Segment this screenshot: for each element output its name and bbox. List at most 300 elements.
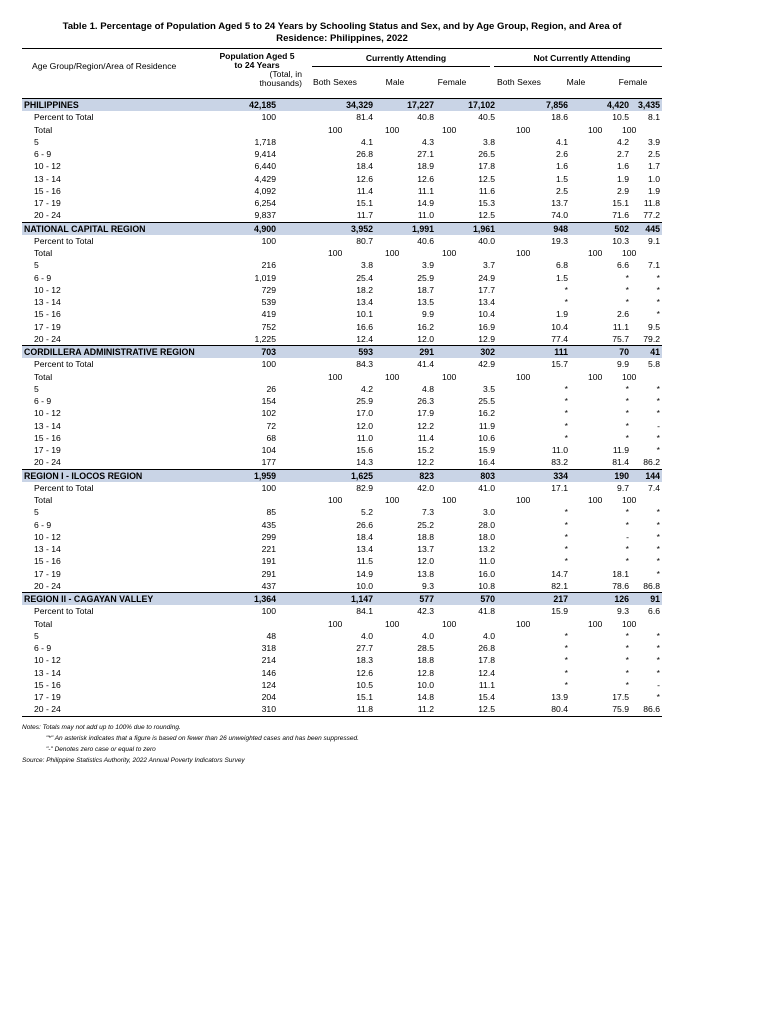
- percent-value: 40.8: [417, 112, 434, 123]
- age-value: 191: [261, 556, 276, 567]
- age-value: 124: [261, 679, 276, 690]
- age-value: 2.6: [617, 309, 629, 320]
- percent-value: 84.1: [356, 606, 373, 617]
- total-value: 100: [328, 371, 343, 382]
- age-row: [22, 259, 662, 271]
- total-value: 100: [622, 495, 637, 505]
- header-currently-rule: [312, 66, 490, 67]
- percent-label: Percent to Total: [34, 482, 94, 493]
- age-group-label: 10 - 12: [34, 655, 61, 666]
- header-currently-attending: Currently Attending: [365, 53, 447, 63]
- age-value: 15.6: [356, 445, 373, 455]
- age-value: 10.4: [551, 321, 568, 332]
- age-value: 419: [261, 309, 276, 320]
- age-value: 12.5: [478, 173, 495, 184]
- header-population-line-2: to 24 Years: [234, 60, 280, 70]
- age-value: 13.2: [478, 544, 495, 554]
- age-value: 3.0: [483, 507, 495, 518]
- percent-value: 10.3: [612, 235, 629, 246]
- age-value: 86.8: [643, 580, 660, 591]
- percent-value: 10.5: [612, 112, 629, 123]
- age-group-label: 15 - 16: [34, 185, 61, 196]
- age-value: 3.9: [422, 260, 434, 271]
- age-value: 102: [261, 408, 276, 419]
- percent-label: Percent to Total: [34, 359, 94, 370]
- percent-value: 18.6: [551, 112, 568, 123]
- age-value: *: [656, 445, 660, 455]
- age-value: *: [564, 507, 568, 518]
- age-value: *: [656, 507, 660, 518]
- age-value: *: [625, 284, 629, 295]
- age-value: 12.6: [356, 173, 373, 184]
- age-value: *: [564, 667, 568, 678]
- age-value: 9,414: [254, 149, 276, 159]
- age-value: 16.0: [478, 568, 495, 579]
- region-value: 190: [614, 470, 629, 481]
- age-value: 27.1: [417, 149, 434, 159]
- age-group-label: 13 - 14: [34, 544, 61, 554]
- region-value: 70: [619, 347, 629, 357]
- age-value: 16.9: [478, 321, 495, 332]
- age-value: 4.8: [422, 383, 434, 394]
- age-value: 1,225: [254, 333, 276, 344]
- total-value: 100: [328, 495, 343, 505]
- header-age-group: Age Group/Region/Area of Residence: [32, 61, 177, 71]
- percent-row: [22, 111, 662, 123]
- age-value: 78.6: [612, 580, 629, 591]
- total-value: 100: [588, 495, 603, 505]
- age-value: 83.2: [551, 457, 568, 468]
- age-value: *: [564, 396, 568, 406]
- total-label: Total: [34, 124, 53, 135]
- age-group-label: 6 - 9: [34, 643, 52, 653]
- region-value: 34,329: [346, 100, 373, 110]
- age-value: 10.0: [417, 679, 434, 690]
- age-value: -: [657, 420, 660, 431]
- total-value: 100: [516, 248, 531, 258]
- total-label: Total: [34, 495, 53, 505]
- age-value: 81.4: [612, 457, 629, 468]
- age-group-label: 17 - 19: [34, 445, 61, 455]
- age-value: 26.8: [356, 149, 373, 159]
- age-value: *: [625, 396, 629, 406]
- age-value: 4.1: [556, 136, 568, 147]
- header-both-sexes-1: Both Sexes: [313, 77, 357, 87]
- region-value: 3,435: [637, 100, 660, 110]
- percent-value: 8.1: [648, 112, 660, 123]
- age-value: 7.3: [422, 507, 434, 518]
- age-value: 4,092: [254, 185, 276, 196]
- age-value: *: [656, 667, 660, 678]
- age-group-label: 17 - 19: [34, 692, 61, 702]
- age-group-label: 20 - 24: [34, 457, 61, 468]
- region-value: 17,102: [468, 100, 495, 110]
- age-group-label: 10 - 12: [34, 408, 61, 419]
- age-value: *: [564, 383, 568, 394]
- age-row: [22, 308, 662, 320]
- age-value: 4.0: [361, 630, 373, 641]
- age-row: [22, 296, 662, 308]
- age-value: 1,718: [254, 136, 276, 147]
- age-value: -: [626, 531, 629, 542]
- age-row: [22, 580, 662, 592]
- total-value: 100: [588, 124, 603, 135]
- percent-value: 41.0: [478, 482, 495, 493]
- percent-value: 15.9: [551, 606, 568, 617]
- table-bottom-rule: [22, 716, 662, 717]
- total-label: Total: [34, 371, 53, 382]
- age-value: 2.5: [556, 185, 568, 196]
- age-group-label: 17 - 19: [34, 198, 61, 208]
- age-row: [22, 333, 662, 345]
- age-value: 26.6: [356, 519, 373, 530]
- percent-value: 42.3: [417, 606, 434, 617]
- age-row: [22, 395, 662, 407]
- age-value: 6.8: [556, 260, 568, 271]
- age-group-label: 5: [34, 136, 39, 147]
- age-value: *: [564, 432, 568, 443]
- age-value: 13.4: [478, 297, 495, 307]
- age-value: 12.5: [478, 704, 495, 715]
- age-value: 11.1: [478, 679, 495, 690]
- percent-value: 15.7: [551, 359, 568, 370]
- age-row: [22, 543, 662, 555]
- total-label: Total: [34, 618, 53, 629]
- age-value: 6,254: [254, 198, 276, 208]
- header-female-1: Female: [437, 77, 467, 87]
- age-group-label: 6 - 9: [34, 149, 52, 159]
- age-value: 1.5: [556, 272, 568, 283]
- region-name: REGION I - ILOCOS REGION: [24, 470, 143, 481]
- age-value: 18.8: [417, 531, 434, 542]
- region-value: 948: [553, 223, 568, 234]
- age-value: 1.5: [556, 173, 568, 184]
- age-value: 28.5: [417, 643, 434, 653]
- age-value: *: [656, 408, 660, 419]
- age-value: *: [625, 544, 629, 554]
- age-group-label: 13 - 14: [34, 173, 61, 184]
- percent-value: 40.5: [478, 112, 495, 123]
- age-value: 10.0: [356, 580, 373, 591]
- age-value: 12.0: [356, 420, 373, 431]
- age-value: 75.9: [612, 704, 629, 715]
- age-value: *: [656, 531, 660, 542]
- header-population-line-4: thousands): [259, 78, 302, 88]
- age-value: *: [625, 272, 629, 283]
- age-value: 13.5: [417, 297, 434, 307]
- age-value: *: [656, 284, 660, 295]
- age-value: *: [656, 544, 660, 554]
- age-value: 4.3: [422, 136, 434, 147]
- age-value: 48: [266, 630, 276, 641]
- age-value: 12.9: [478, 333, 495, 344]
- age-value: *: [656, 297, 660, 307]
- total-value: 100: [516, 495, 531, 505]
- age-row: [22, 444, 662, 456]
- age-value: 11.7: [356, 210, 373, 221]
- region-name: PHILIPPINES: [24, 100, 79, 110]
- total-value: 100: [385, 248, 400, 258]
- age-value: 15.3: [478, 198, 495, 208]
- percent-label: Percent to Total: [34, 235, 94, 246]
- age-value: 17.9: [417, 408, 434, 419]
- age-value: *: [564, 420, 568, 431]
- region-value: 445: [645, 223, 660, 234]
- age-value: *: [656, 556, 660, 567]
- age-value: 2.9: [617, 185, 629, 196]
- age-value: 299: [261, 531, 276, 542]
- total-value: 100: [328, 124, 343, 135]
- age-group-label: 10 - 12: [34, 161, 61, 172]
- total-value: 100: [442, 248, 457, 258]
- header-male-2: Male: [566, 77, 586, 87]
- age-value: 11.9: [612, 445, 629, 455]
- age-row: [22, 642, 662, 654]
- percent-value: 42.9: [478, 359, 495, 370]
- total-row: [22, 124, 662, 136]
- age-value: 11.4: [356, 185, 373, 196]
- age-row: [22, 173, 662, 185]
- age-value: 291: [261, 568, 276, 579]
- age-value: 16.2: [478, 408, 495, 419]
- age-value: *: [625, 297, 629, 307]
- percent-value: 100: [261, 359, 276, 370]
- total-value: 100: [622, 124, 637, 135]
- age-value: 25.9: [356, 396, 373, 406]
- age-value: 11.8: [356, 704, 373, 715]
- region-value: 1,147: [350, 594, 373, 604]
- age-row: [22, 506, 662, 518]
- percent-value: 41.8: [478, 606, 495, 617]
- region-value: 570: [480, 594, 495, 604]
- age-value: 10.8: [478, 580, 495, 591]
- region-row: [22, 222, 662, 235]
- total-value: 100: [442, 371, 457, 382]
- age-value: *: [625, 667, 629, 678]
- age-row: [22, 148, 662, 160]
- age-row: [22, 160, 662, 172]
- region-row: [22, 98, 662, 111]
- age-value: 18.1: [612, 568, 629, 579]
- age-value: 12.6: [417, 173, 434, 184]
- percent-value: 5.8: [648, 359, 660, 370]
- total-value: 100: [588, 371, 603, 382]
- region-value: 334: [553, 470, 568, 481]
- age-value: 6.6: [617, 260, 629, 271]
- age-row: [22, 654, 662, 666]
- region-row: [22, 345, 662, 358]
- age-value: *: [564, 284, 568, 295]
- age-value: *: [656, 519, 660, 530]
- age-value: 86.6: [643, 704, 660, 715]
- age-value: *: [625, 420, 629, 431]
- table-title: [22, 21, 662, 45]
- region-value: 1,364: [253, 594, 276, 604]
- age-value: 12.0: [417, 556, 434, 567]
- age-value: *: [656, 692, 660, 702]
- total-value: 100: [442, 495, 457, 505]
- total-value: 100: [588, 618, 603, 629]
- age-value: *: [625, 630, 629, 641]
- age-row: [22, 197, 662, 209]
- age-value: 3.5: [483, 383, 495, 394]
- age-value: 12.5: [478, 210, 495, 221]
- age-value: 18.3: [356, 655, 373, 666]
- percent-value: 9.1: [648, 235, 660, 246]
- percent-value: 100: [261, 112, 276, 123]
- total-value: 100: [622, 248, 637, 258]
- age-value: 85: [266, 507, 276, 518]
- age-group-label: 17 - 19: [34, 321, 61, 332]
- age-value: 14.9: [417, 198, 434, 208]
- age-value: 13.4: [356, 544, 373, 554]
- age-group-label: 5: [34, 630, 39, 641]
- age-value: 27.7: [356, 643, 373, 653]
- age-value: 1.9: [556, 309, 568, 320]
- age-value: 80.4: [551, 704, 568, 715]
- percent-value: 82.9: [356, 482, 373, 493]
- total-value: 100: [328, 248, 343, 258]
- age-value: 15.9: [478, 445, 495, 455]
- age-value: 14.7: [551, 568, 568, 579]
- note-dash: "-" Denotes zero case or equal to zero: [46, 746, 156, 753]
- total-row: [22, 494, 662, 506]
- age-value: 18.0: [478, 531, 495, 542]
- age-group-label: 15 - 16: [34, 432, 61, 443]
- age-value: 17.7: [478, 284, 495, 295]
- percent-value: 6.6: [648, 606, 660, 617]
- region-value: 144: [645, 470, 660, 481]
- total-row: [22, 618, 662, 630]
- age-value: 25.5: [478, 396, 495, 406]
- age-value: 71.6: [612, 210, 629, 221]
- table-title-line-1: Table 1. Percentage of Population Aged 5 to 24 Years by Schooling Status and Sex, and by Age Group, Region, and Area of: [62, 21, 622, 32]
- header-population: [212, 52, 302, 88]
- age-row: [22, 272, 662, 284]
- age-value: 14.3: [356, 457, 373, 468]
- age-row: [22, 531, 662, 543]
- age-row: [22, 136, 662, 148]
- age-value: *: [564, 544, 568, 554]
- age-group-label: 13 - 14: [34, 297, 61, 307]
- age-value: 16.6: [356, 321, 373, 332]
- age-value: 26: [266, 383, 276, 394]
- age-group-label: 5: [34, 383, 39, 394]
- age-value: 4.1: [361, 136, 373, 147]
- percent-value: 80.7: [356, 235, 373, 246]
- age-value: 3.9: [648, 136, 660, 147]
- region-value: 7,856: [545, 100, 568, 110]
- percent-value: 40.6: [417, 235, 434, 246]
- age-value: 12.0: [417, 333, 434, 344]
- region-value: 3,952: [350, 223, 373, 234]
- region-row: [22, 469, 662, 482]
- age-value: 10.1: [356, 309, 373, 320]
- age-value: 1.6: [556, 161, 568, 172]
- age-value: 11.0: [417, 210, 434, 221]
- percent-value: 40.0: [478, 235, 495, 246]
- age-value: 2.7: [617, 149, 629, 159]
- total-value: 100: [516, 371, 531, 382]
- age-value: *: [625, 556, 629, 567]
- age-value: 15.1: [356, 198, 373, 208]
- age-value: 3.8: [483, 136, 495, 147]
- age-value: *: [625, 383, 629, 394]
- age-value: 1.9: [617, 173, 629, 184]
- age-row: [22, 630, 662, 642]
- age-group-label: 13 - 14: [34, 667, 61, 678]
- header-female-2: Female: [618, 77, 648, 87]
- header-not-currently-rule: [494, 66, 662, 67]
- total-value: 100: [622, 371, 637, 382]
- age-value: 752: [261, 321, 276, 332]
- percent-value: 100: [261, 606, 276, 617]
- age-value: 11.5: [356, 556, 373, 567]
- age-value: *: [625, 432, 629, 443]
- age-value: 11.8: [643, 198, 660, 208]
- region-row: [22, 592, 662, 605]
- age-value: 10.4: [478, 309, 495, 320]
- age-value: 86.2: [643, 457, 660, 468]
- age-value: *: [564, 519, 568, 530]
- percent-value: 9.3: [617, 606, 629, 617]
- age-value: 13.7: [551, 198, 568, 208]
- percent-value: 9.7: [617, 482, 629, 493]
- percent-value: 9.9: [617, 359, 629, 370]
- age-value: 24.9: [478, 272, 495, 283]
- age-group-label: 6 - 9: [34, 396, 52, 406]
- age-value: 14.8: [417, 692, 434, 702]
- age-value: 435: [261, 519, 276, 530]
- age-value: 7.1: [648, 260, 660, 271]
- header-population-line-1: Population Aged 5: [219, 51, 295, 61]
- age-value: 17.0: [356, 408, 373, 419]
- age-value: 10.6: [478, 432, 495, 443]
- age-value: 18.8: [417, 655, 434, 666]
- age-row: [22, 321, 662, 333]
- age-value: 13.7: [417, 544, 434, 554]
- region-value: 803: [480, 470, 495, 481]
- age-row: [22, 383, 662, 395]
- region-value: 111: [554, 347, 568, 357]
- age-value: 9,837: [254, 210, 276, 221]
- total-row: [22, 371, 662, 383]
- age-value: 2.6: [556, 149, 568, 159]
- age-value: *: [656, 568, 660, 579]
- age-value: 9.9: [422, 309, 434, 320]
- age-value: 26.3: [417, 396, 434, 406]
- age-value: 10.5: [356, 679, 373, 690]
- age-value: 104: [261, 445, 276, 455]
- age-value: -: [657, 679, 660, 690]
- age-group-label: 10 - 12: [34, 284, 61, 295]
- age-row: [22, 407, 662, 419]
- age-value: 6,440: [254, 161, 276, 172]
- age-value: 17.8: [478, 161, 495, 172]
- header-male-1: Male: [385, 77, 405, 87]
- percent-value: 100: [261, 235, 276, 246]
- age-group-label: 20 - 24: [34, 333, 61, 344]
- age-value: 9.5: [648, 321, 660, 332]
- age-value: 4.0: [483, 630, 495, 641]
- age-value: 13.8: [417, 568, 434, 579]
- age-value: *: [625, 507, 629, 518]
- age-group-label: 10 - 12: [34, 531, 61, 542]
- age-value: 17.5: [612, 692, 629, 702]
- age-value: 26.8: [478, 643, 495, 653]
- age-value: 11.0: [478, 556, 495, 567]
- age-value: 177: [261, 457, 276, 468]
